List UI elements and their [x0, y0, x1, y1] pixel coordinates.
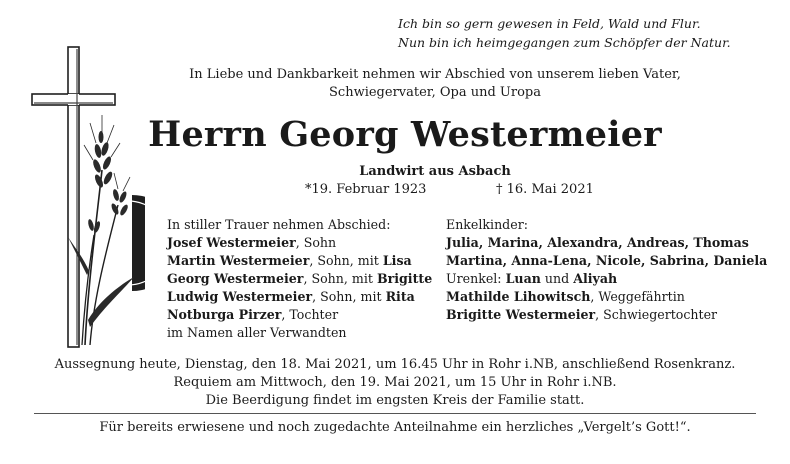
- mourners-right-column: [446, 216, 767, 324]
- mourner-entry: Josef Westermeier, Sohn: [167, 235, 337, 250]
- death-date: † 16. Mai 2021: [496, 182, 594, 197]
- funeral-details: [20, 356, 770, 410]
- birth-date: *19. Februar 1923: [305, 182, 427, 197]
- deceased-name: Herrn Georg Westermeier: [148, 114, 662, 155]
- daughter-in-law-entry: Brigitte Westermeier, Schwiegertochter: [446, 307, 718, 322]
- great-grandchildren: Urenkel: Luan und Aliyah: [446, 271, 618, 286]
- mourners-footer: im Namen aller Verwandten: [167, 325, 347, 340]
- intro-line-1: In Liebe und Dankbarkeit nehmen wir Abschied von unserem lieben Vater,: [189, 67, 681, 82]
- mourner-entry: Georg Westermeier, Sohn, mit Brigitte: [167, 271, 433, 286]
- mourners-heading: In stiller Trauer nehmen Abschied:: [167, 217, 391, 232]
- intro-line-2: Schwiegervater, Opa und Uropa: [329, 85, 541, 100]
- mourner-entry: Ludwig Westermeier, Sohn, mit Rita: [167, 289, 415, 304]
- divider: [34, 413, 756, 414]
- grandchildren-line-2: Martina, Anna-Lena, Nicole, Sabrina, Daniela: [446, 253, 768, 268]
- cross-wheat-illustration: [30, 45, 145, 350]
- poem-line-2: Nun bin ich heimgegangen zum Schöpfer der Natur.: [398, 35, 731, 50]
- thanks-text: Für bereits erwiesene und noch zugedachte Anteilnahme ein herzliches „Vergelt’s Gott!“.: [99, 420, 691, 435]
- intro-text: [140, 66, 730, 102]
- companion-entry: Mathilde Lihowitsch, Weggefährtin: [446, 289, 685, 304]
- mourner-entry: Notburga Pirzer, Tochter: [167, 307, 339, 322]
- grandchildren-line-1: Julia, Marina, Alexandra, Andreas, Thomas: [446, 235, 749, 250]
- mourners-left-column: [167, 216, 432, 342]
- poem-line-1: Ich bin so gern gewesen in Feld, Wald und Flur.: [398, 16, 701, 31]
- grandchildren-heading: Enkelkinder:: [446, 217, 528, 232]
- poem: [398, 14, 731, 52]
- funeral-line-2: Requiem am Mittwoch, den 19. Mai 2021, um 15 Uhr in Rohr i.NB.: [173, 375, 617, 390]
- mourner-entry: Martin Westermeier, Sohn, mit Lisa: [167, 253, 412, 268]
- funeral-line-3: Die Beerdigung findet im engsten Kreis der Familie statt.: [205, 393, 585, 408]
- deceased-occupation: Landwirt aus Asbach: [359, 164, 511, 179]
- funeral-line-1: Aussegnung heute, Dienstag, den 18. Mai 2021, um 16.45 Uhr in Rohr i.NB, anschließend Rosenkranz.: [54, 357, 736, 372]
